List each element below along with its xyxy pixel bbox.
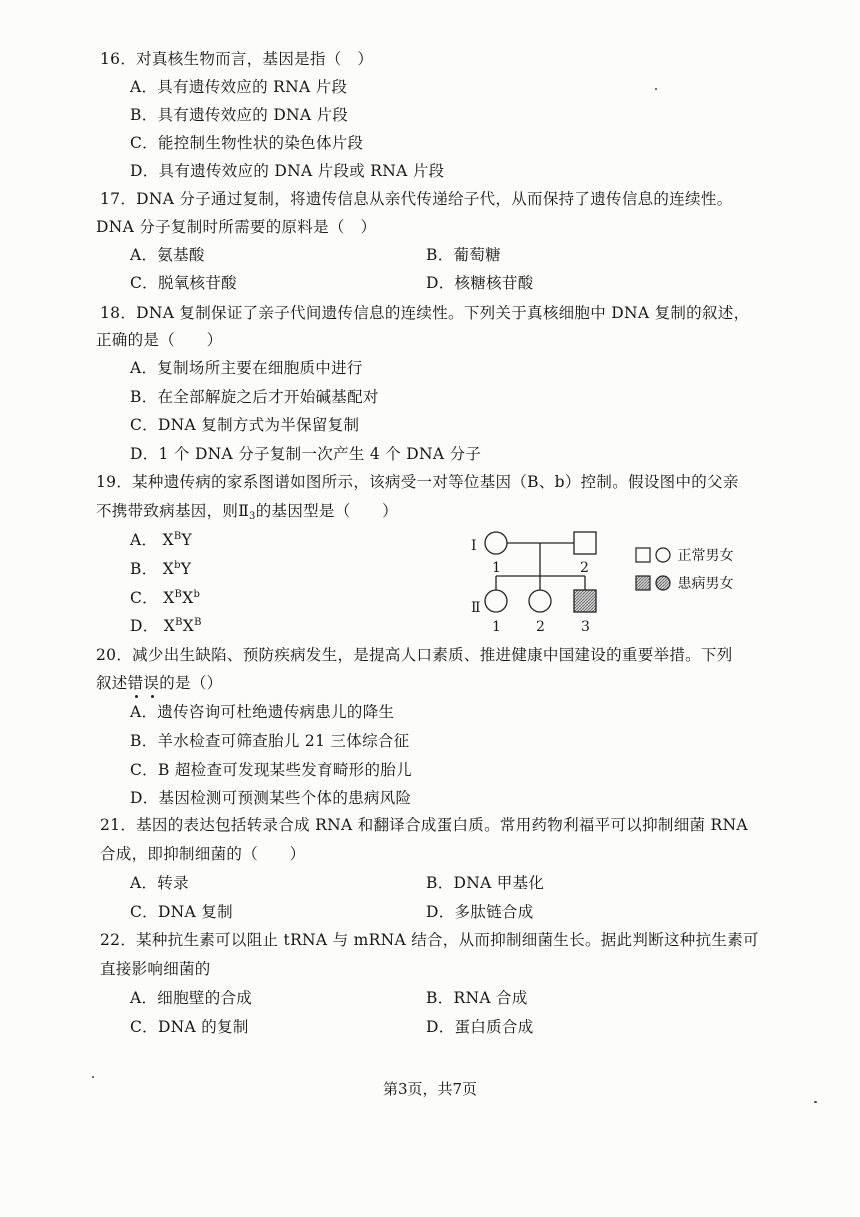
- scan-speck: [655, 88, 657, 90]
- page-footer: 第3页，共7页: [382, 1080, 478, 1098]
- q22-option-b: B．RNA 合成: [426, 989, 528, 1007]
- gen2-label-3: 3: [581, 619, 590, 635]
- q22-stem-line1: 22．某种抗生素可以阻止 tRNA 与 mRNA 结合，从而抑制细菌生长。据此判断这种抗生素可: [100, 931, 759, 949]
- legend-normal: [635, 546, 733, 566]
- q17-option-b: B．葡萄糖: [426, 246, 501, 264]
- q20-stem-line1: 20．减少出生缺陷、预防疾病发生，是提高人口素质、推进健康中国建设的重要举措。下列: [96, 646, 733, 664]
- gen1-label-2: 2: [580, 560, 589, 576]
- q19-option-a: A． $X^BY$: [130, 531, 193, 549]
- gen1-male-2: [574, 532, 596, 554]
- q16-option-a: A．具有遗传效应的 RNA 片段: [130, 78, 348, 96]
- legend-normal-symbols: [635, 547, 673, 563]
- legend-affected: [635, 574, 733, 594]
- q20-option-d: D．基因检测可预测某些个体的患病风险: [130, 789, 412, 807]
- q18-option-d: D．1 个 DNA 分子复制一次产生 4 个 DNA 分子: [130, 445, 482, 463]
- q19-option-d: D． $X^BX^B$: [130, 617, 202, 635]
- emphasis-char-2: 误: [143, 674, 160, 692]
- legend-affected-symbols: [635, 575, 673, 591]
- q16-option-b: B．具有遗传效应的 DNA 片段: [130, 106, 349, 124]
- q18-option-c: C．DNA 复制方式为半保留复制: [130, 416, 360, 434]
- legend-affected-label: 患病男女: [677, 576, 734, 592]
- q22-option-c: C．DNA 的复制: [130, 1018, 249, 1036]
- scan-speck: [814, 1101, 817, 1103]
- q17-stem-line2: DNA 分子复制时所需要的原料是（ ）: [96, 218, 377, 236]
- gen1-label-1: 1: [492, 560, 501, 576]
- q22-stem-line2: 直接影响细菌的: [100, 960, 211, 978]
- q19-stem-line2: 不携带致病基因，则$Ⅱ_3$的基因型是（ ）: [96, 502, 398, 522]
- q18-option-a: A．复制场所主要在细胞质中进行: [130, 359, 363, 377]
- q21-option-b: B．DNA 甲基化: [426, 874, 545, 892]
- q19-stem-line1: 19．某种遗传病的家系图谱如图所示，该病受一对等位基因（B、b）控制。假设图中的父亲: [96, 473, 739, 491]
- q18-stem-line1: 18．DNA 复制保证了亲子代间遗传信息的连续性。下列关于真核细胞中 DNA 复制的叙述，: [100, 304, 750, 322]
- q21-option-d: D．多肽链合成: [426, 903, 534, 921]
- q21-stem-line2: 合成，即抑制细菌的（ ）: [100, 845, 306, 863]
- gen2-female-2: [529, 590, 551, 612]
- legend-normal-label: 正常男女: [677, 548, 734, 564]
- q20-option-c: C．B 超检查可发现某些发育畸形的胎儿: [130, 761, 412, 779]
- generation-2-label: Ⅱ: [471, 600, 481, 616]
- q20-option-a: A．遗传咨询可杜绝遗传病患儿的降生: [130, 703, 395, 721]
- scan-speck: [92, 1076, 94, 1078]
- q16-option-d: D．具有遗传效应的 DNA 片段或 RNA 片段: [130, 162, 445, 180]
- gen2-label-2: 2: [536, 619, 545, 635]
- q16-option-c: C．能控制生物性状的染色体片段: [130, 134, 364, 152]
- q21-option-a: A．转录: [130, 874, 189, 892]
- gen1-female-1: [485, 532, 507, 554]
- q17-option-c: C．脱氧核苷酸: [130, 274, 237, 292]
- generation-1-label: Ⅰ: [471, 538, 477, 554]
- q17-option-d: D．核糖核苷酸: [426, 274, 534, 292]
- q18-option-b: B．在全部解旋之后才开始碱基配对: [130, 388, 379, 406]
- q22-option-d: D．蛋白质合成: [426, 1018, 534, 1036]
- q17-option-a: A．氨基酸: [130, 246, 205, 264]
- gen2-label-1: 1: [492, 619, 501, 635]
- q21-option-c: C．DNA 复制: [130, 903, 233, 921]
- gen2-female-1: [485, 590, 507, 612]
- q21-stem-line1: 21．基因的表达包括转录合成 RNA 和翻译合成蛋白质。常用药物利福平可以抑制细菌 RNA: [100, 816, 748, 834]
- q17-stem-line1: 17．DNA 分子通过复制，将遗传信息从亲代传递给子代，从而保持了遗传信息的连续性。: [100, 190, 733, 208]
- q18-stem-line2: 正确的是（ ）: [96, 331, 223, 349]
- q19-option-c: C． $X^BX^b$: [130, 589, 201, 607]
- q20-stem-line2: 叙述错误的是（）: [96, 674, 223, 692]
- q16-stem: 16．对真核生物而言，基因是指（ ）: [100, 50, 374, 68]
- q20-option-b: B．羊水检查可筛查胎儿 21 三体综合征: [130, 732, 410, 750]
- emphasis-char-1: 错: [127, 674, 144, 692]
- q22-option-a: A．细胞壁的合成: [130, 989, 253, 1007]
- gen2-affected-male-3: [574, 590, 596, 612]
- q19-option-b: B． $X^bY$: [130, 560, 192, 578]
